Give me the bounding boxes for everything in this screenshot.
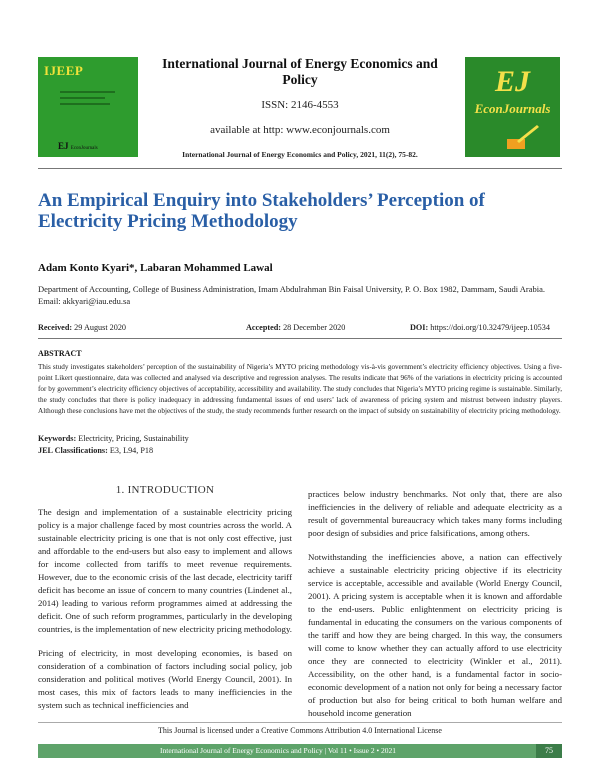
page-number: 75 <box>536 744 562 758</box>
header-divider <box>38 168 562 169</box>
license-note: This Journal is licensed under a Creative Commons Attribution 4.0 International License <box>158 726 442 735</box>
paragraph: practices below industry benchmarks. Not only that, there are also inefficiencies in the delivery of reliable and adequate electricity as a result of governmental bureaucracy which takes many forms including poor design of subsidies and price falsifications, among others. <box>308 489 562 538</box>
journal-title: International Journal of Energy Economics and Policy <box>162 56 438 87</box>
accepted-date: Accepted: 28 December 2020 <box>246 323 346 332</box>
footer-bar <box>38 744 562 758</box>
received-date: Received: 29 August 2020 <box>38 323 127 332</box>
econjournals-logo <box>465 57 560 157</box>
section-heading-introduction: 1. INTRODUCTION <box>115 484 215 496</box>
quill-pen-icon <box>503 121 543 153</box>
cover-badge <box>58 141 98 151</box>
abstract-divider <box>38 338 562 339</box>
article-citation: International Journal of Energy Economics and Policy, 2021, 11(2), 75-82. <box>182 150 418 159</box>
logo-mark: EJ <box>494 65 530 98</box>
cover-badge-sub: EconJournals <box>70 146 98 151</box>
abstract-text: This study investigates stakeholders’ perception of the sustainability of Nigeria’s MYTO pricing methodology vis-à-vis government’s electricity efficiency objectives. Using a five-point Likert questionnaire, data was collected and analysed via descriptive and regression analyses. The results indicate that 96% of the variations in electricity pricing is accounted for by government’s electricity efficiency objectives of acceptability, accessibility and availability. The study concludes that Nigeria’s MYTO pricing regime is sustainable. Similarly, the study concludes that there is policy inadequacy in addressing fundamental issues of end users’ lack of awareness of pricing system and mistrust between industry players. Although these conclusions have met the objectives of the study, the study recommends further research on the impact of subsidy on sustainability of electricity pricing methodology. <box>38 363 562 415</box>
cover-badge-mark: EJ <box>58 141 69 151</box>
cover-decoration <box>60 97 105 99</box>
journal-url[interactable]: available at http: www.econjournals.com <box>210 124 390 136</box>
article-title: An Empirical Enquiry into Stakeholders’ Perception of Electricity Pricing Methodology <box>38 190 485 232</box>
cover-title: IJEEP <box>44 63 84 78</box>
footer-journal-line: International Journal of Energy Economics and Policy | Vol 11 • Issue 2 • 2021 <box>159 746 397 755</box>
cover-decoration <box>60 103 110 105</box>
paragraph: Notwithstanding the inefficiencies above, a nation can effectively achieve a sustainable electricity pricing objective if its electricity service is acceptable, accessible and available (World Energy Council, 2001). A pricing system is acceptable when it is known and affordable to the end-users. Public enlightenment on electricity pricing is fundamental in educating the consumers on the various components of the tariff and how they are being charged. In this way, the consumers will come to know whether they can actually afford to use electricity once they are connected to electricity (Winkler et al., 2011). Accessibility, on the other hand, is a fundamental factor in socio-economic development of a nation not only for being a necessary factor of production but also for being critical to both human welfare and household income generation <box>308 552 562 718</box>
article-dates <box>38 323 562 332</box>
doi[interactable]: DOI: https://doi.org/10.32479/ijeep.10534 <box>410 323 550 332</box>
journal-issn: ISSN: 2146-4553 <box>261 99 339 111</box>
abstract-heading: ABSTRACT <box>38 349 82 358</box>
body-column-right <box>308 488 562 731</box>
cover-decoration <box>60 91 115 93</box>
keywords: Keywords: Electricity, Pricing, Sustainability <box>38 434 189 443</box>
author-affiliation: Department of Accounting, College of Business Administration, Imam Abdulrahman Bin Faisal University, P. O. Box 1982, Dammam, Saudi Arabia. Email: akkyari@iau.edu.sa <box>38 284 546 306</box>
article-authors: Adam Konto Kyari*, Labaran Mohammed Lawal <box>38 262 273 274</box>
body-column-left <box>38 506 292 723</box>
footer-divider <box>38 722 562 723</box>
paragraph: Pricing of electricity, in most developing economies, is based on consideration of a combination of factors including social policy, job consideration and political motives (World Energy Council, 2001). In most cases, this mix of factors leads to many inefficiencies in the system such as technical inefficiencies and <box>38 648 292 710</box>
jel-classifications: JEL Classifications: E3, L94, P18 <box>38 446 154 455</box>
paragraph: The design and implementation of a sustainable electricity pricing policy is a major challenge faced by most countries across the world. A sustainable electricity pricing is one that is not only cost effective, just and affordable to the end-users but also easy to implement and allows for income collected from tariffs to meet revenue requirements. However, due to the economic crisis of the last decade, electricity tariff deficit has become an issue of concern to many countries (Lindenet al., 2014) leading to various reform programmes aimed at addressing the deficit. One of such reform programmes, particularly in the developing countries, is the implementation of new electricity pricing methodology. <box>38 507 292 634</box>
logo-name: EconJournals <box>474 101 551 116</box>
journal-cover-image <box>38 57 138 157</box>
